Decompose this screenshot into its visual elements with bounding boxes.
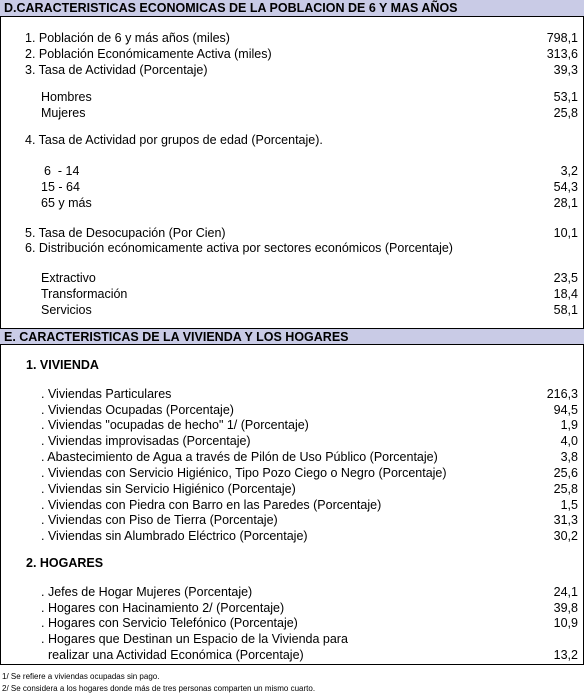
row-label: . Hogares con Hacinamiento 2/ (Porcentaje): [41, 601, 285, 615]
row-value: 53,1: [553, 90, 578, 104]
table-row: [0, 240, 584, 256]
table-row: [0, 512, 584, 528]
row-value: 39,3: [553, 63, 578, 77]
table-row: [0, 433, 584, 449]
table-row: [0, 584, 584, 600]
row-value: 54,3: [553, 180, 578, 194]
row-label: 1. Población de 6 y más años (miles): [25, 31, 230, 45]
row-value: 24,1: [553, 585, 578, 599]
footnote: 1/ Se refiere a viviendas ocupadas sin pago.: [2, 672, 160, 681]
table-row: [0, 449, 584, 465]
row-value: 3,2: [560, 164, 578, 178]
row-value: 25,8: [553, 106, 578, 120]
table-row: [0, 402, 584, 418]
table-row: [0, 497, 584, 513]
row-label: Mujeres: [41, 106, 86, 120]
table-row: [0, 286, 584, 302]
row-label: . Viviendas con Servicio Higiénico, Tipo Pozo Ciego o Negro (Porcentaje): [41, 466, 447, 480]
row-label: 4. Tasa de Actividad por grupos de edad (Porcentaje).: [25, 133, 323, 147]
table-row: [0, 481, 584, 497]
table-row: [0, 302, 584, 318]
row-label: . Viviendas Ocupadas (Porcentaje): [41, 403, 234, 417]
table-row: [0, 465, 584, 481]
row-value: 10,1: [553, 226, 578, 240]
row-label: 6 - 14: [44, 164, 80, 178]
row-value: 798,1: [546, 31, 578, 45]
table-row: [0, 46, 584, 62]
row-label: . Hogares con Servicio Telefónico (Porcentaje): [41, 616, 298, 630]
row-value: 39,8: [553, 601, 578, 615]
table-row: [0, 30, 584, 46]
row-value: 4,0: [560, 434, 578, 448]
row-value: 23,5: [553, 271, 578, 285]
table-row: [0, 631, 584, 647]
row-label: 15 - 64: [41, 180, 80, 194]
row-label: . Viviendas "ocupadas de hecho" 1/ (Porcentaje): [41, 418, 309, 432]
table-row: [0, 528, 584, 544]
row-label: . Viviendas sin Servicio Higiénico (Porcentaje): [41, 482, 296, 496]
table-row: [0, 89, 584, 105]
row-value: 28,1: [553, 196, 578, 210]
row-value: 25,6: [553, 466, 578, 480]
row-label: Hombres: [41, 90, 92, 104]
row-label: . Viviendas sin Alumbrado Eléctrico (Porcentaje): [41, 529, 308, 543]
row-label: Servicios: [41, 303, 92, 317]
table-row: [0, 386, 584, 402]
row-label: Extractivo: [41, 271, 96, 285]
row-value: 313,6: [546, 47, 578, 61]
table-row: [0, 600, 584, 616]
footnote: 2/ Se considera a los hogares donde más de tres personas comparten un mismo cuarto.: [2, 684, 316, 693]
table-row: [0, 179, 584, 195]
table-row: [0, 647, 584, 663]
table-row: [0, 417, 584, 433]
table-row: [0, 615, 584, 631]
row-value: 18,4: [553, 287, 578, 301]
section-e-title: E. CARACTERISTICAS DE LA VIVIENDA Y LOS HOGARES: [0, 328, 584, 345]
row-label: realizar una Actividad Económica (Porcentaje): [48, 648, 304, 662]
row-value: 94,5: [553, 403, 578, 417]
row-label: . Hogares que Destinan un Espacio de la Vivienda para: [41, 632, 348, 646]
row-value: 30,2: [553, 529, 578, 543]
row-label: 3. Tasa de Actividad (Porcentaje): [25, 63, 208, 77]
row-label: . Viviendas improvisadas (Porcentaje): [41, 434, 251, 448]
row-value: 10,9: [553, 616, 578, 630]
vivienda-title: 1. VIVIENDA: [26, 358, 99, 372]
row-value: 31,3: [553, 513, 578, 527]
row-value: 1,9: [560, 418, 578, 432]
row-value: 1,5: [560, 498, 578, 512]
row-label: Transformación: [41, 287, 128, 301]
row-value: 25,8: [553, 482, 578, 496]
row-label: 65 y más: [41, 196, 92, 210]
row-label: . Viviendas Particulares: [41, 387, 172, 401]
hogares-title: 2. HOGARES: [26, 556, 104, 570]
table-row: [0, 132, 584, 148]
table-row: [0, 105, 584, 121]
row-label: 6. Distribución ecónomicamente activa por sectores económicos (Porcentaje): [25, 241, 453, 255]
table-row: [0, 195, 584, 211]
row-label: . Abastecimiento de Agua a través de Pilón de Uso Público (Porcentaje): [41, 450, 438, 464]
row-label: . Jefes de Hogar Mujeres (Porcentaje): [41, 585, 253, 599]
row-label: . Viviendas con Piso de Tierra (Porcentaje): [41, 513, 278, 527]
row-value: 13,2: [553, 648, 578, 662]
row-value: 216,3: [546, 387, 578, 401]
row-label: . Viviendas con Piedra con Barro en las Paredes (Porcentaje): [41, 498, 382, 512]
row-label: 5. Tasa de Desocupación (Por Cien): [25, 226, 226, 240]
row-label: 2. Población Económicamente Activa (miles): [25, 47, 272, 61]
row-value: 58,1: [553, 303, 578, 317]
table-row: [0, 62, 584, 78]
table-row: [0, 225, 584, 241]
table-row: [0, 163, 584, 179]
section-d-title: D.CARACTERISTICAS ECONOMICAS DE LA POBLACION DE 6 Y MAS AÑOS: [0, 0, 584, 17]
row-value: 3,8: [560, 450, 578, 464]
table-row: [0, 270, 584, 286]
